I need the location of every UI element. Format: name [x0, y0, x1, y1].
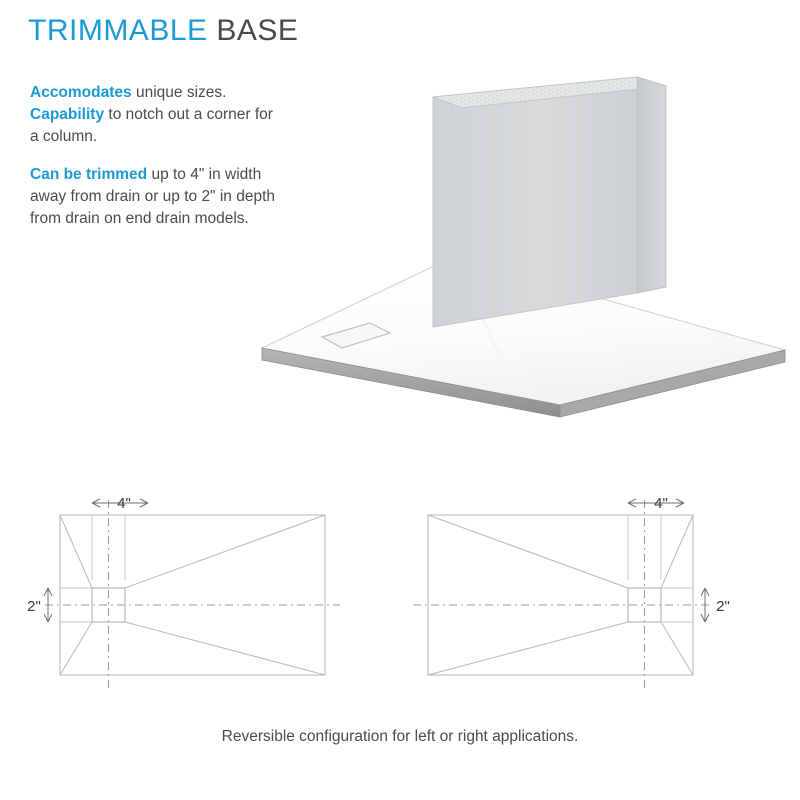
copy-text-2: to notch out a corner for a column. — [30, 106, 273, 145]
copy-lead-trimmed: Can be trimmed — [30, 166, 148, 183]
shower-base-illustration — [200, 55, 800, 435]
left-width-dimension-label: 4" — [117, 495, 131, 512]
copy-text-3: up to 4" in width away from drain or up to 2" in depth from drain on end drain models. — [30, 166, 276, 227]
page-title — [28, 14, 298, 48]
page-title-plain: BASE — [216, 14, 299, 47]
right-depth-dimension-label: 2" — [716, 598, 730, 615]
diagram-caption: Reversible configuration for left or right applications. — [221, 728, 579, 745]
right-drain-plan-view — [413, 499, 710, 688]
plan-view-diagrams — [0, 470, 800, 730]
shower-base-svg — [200, 55, 800, 435]
copy-text-1: unique sizes. — [131, 84, 227, 101]
page-title-accent: TRIMMABLE — [28, 14, 208, 47]
right-width-dimension-label: 4" — [654, 495, 668, 512]
wall-front-face — [433, 77, 637, 327]
left-drain-plan-view — [44, 499, 340, 688]
left-depth-dimension-label: 2" — [27, 598, 41, 615]
plan-diagrams-svg — [0, 470, 800, 730]
copy-lead-accomodates: Accomodates — [30, 84, 132, 101]
wall-side-face — [637, 77, 666, 293]
wall-panel — [433, 77, 666, 327]
copy-lead-capability: Capability — [30, 106, 105, 123]
